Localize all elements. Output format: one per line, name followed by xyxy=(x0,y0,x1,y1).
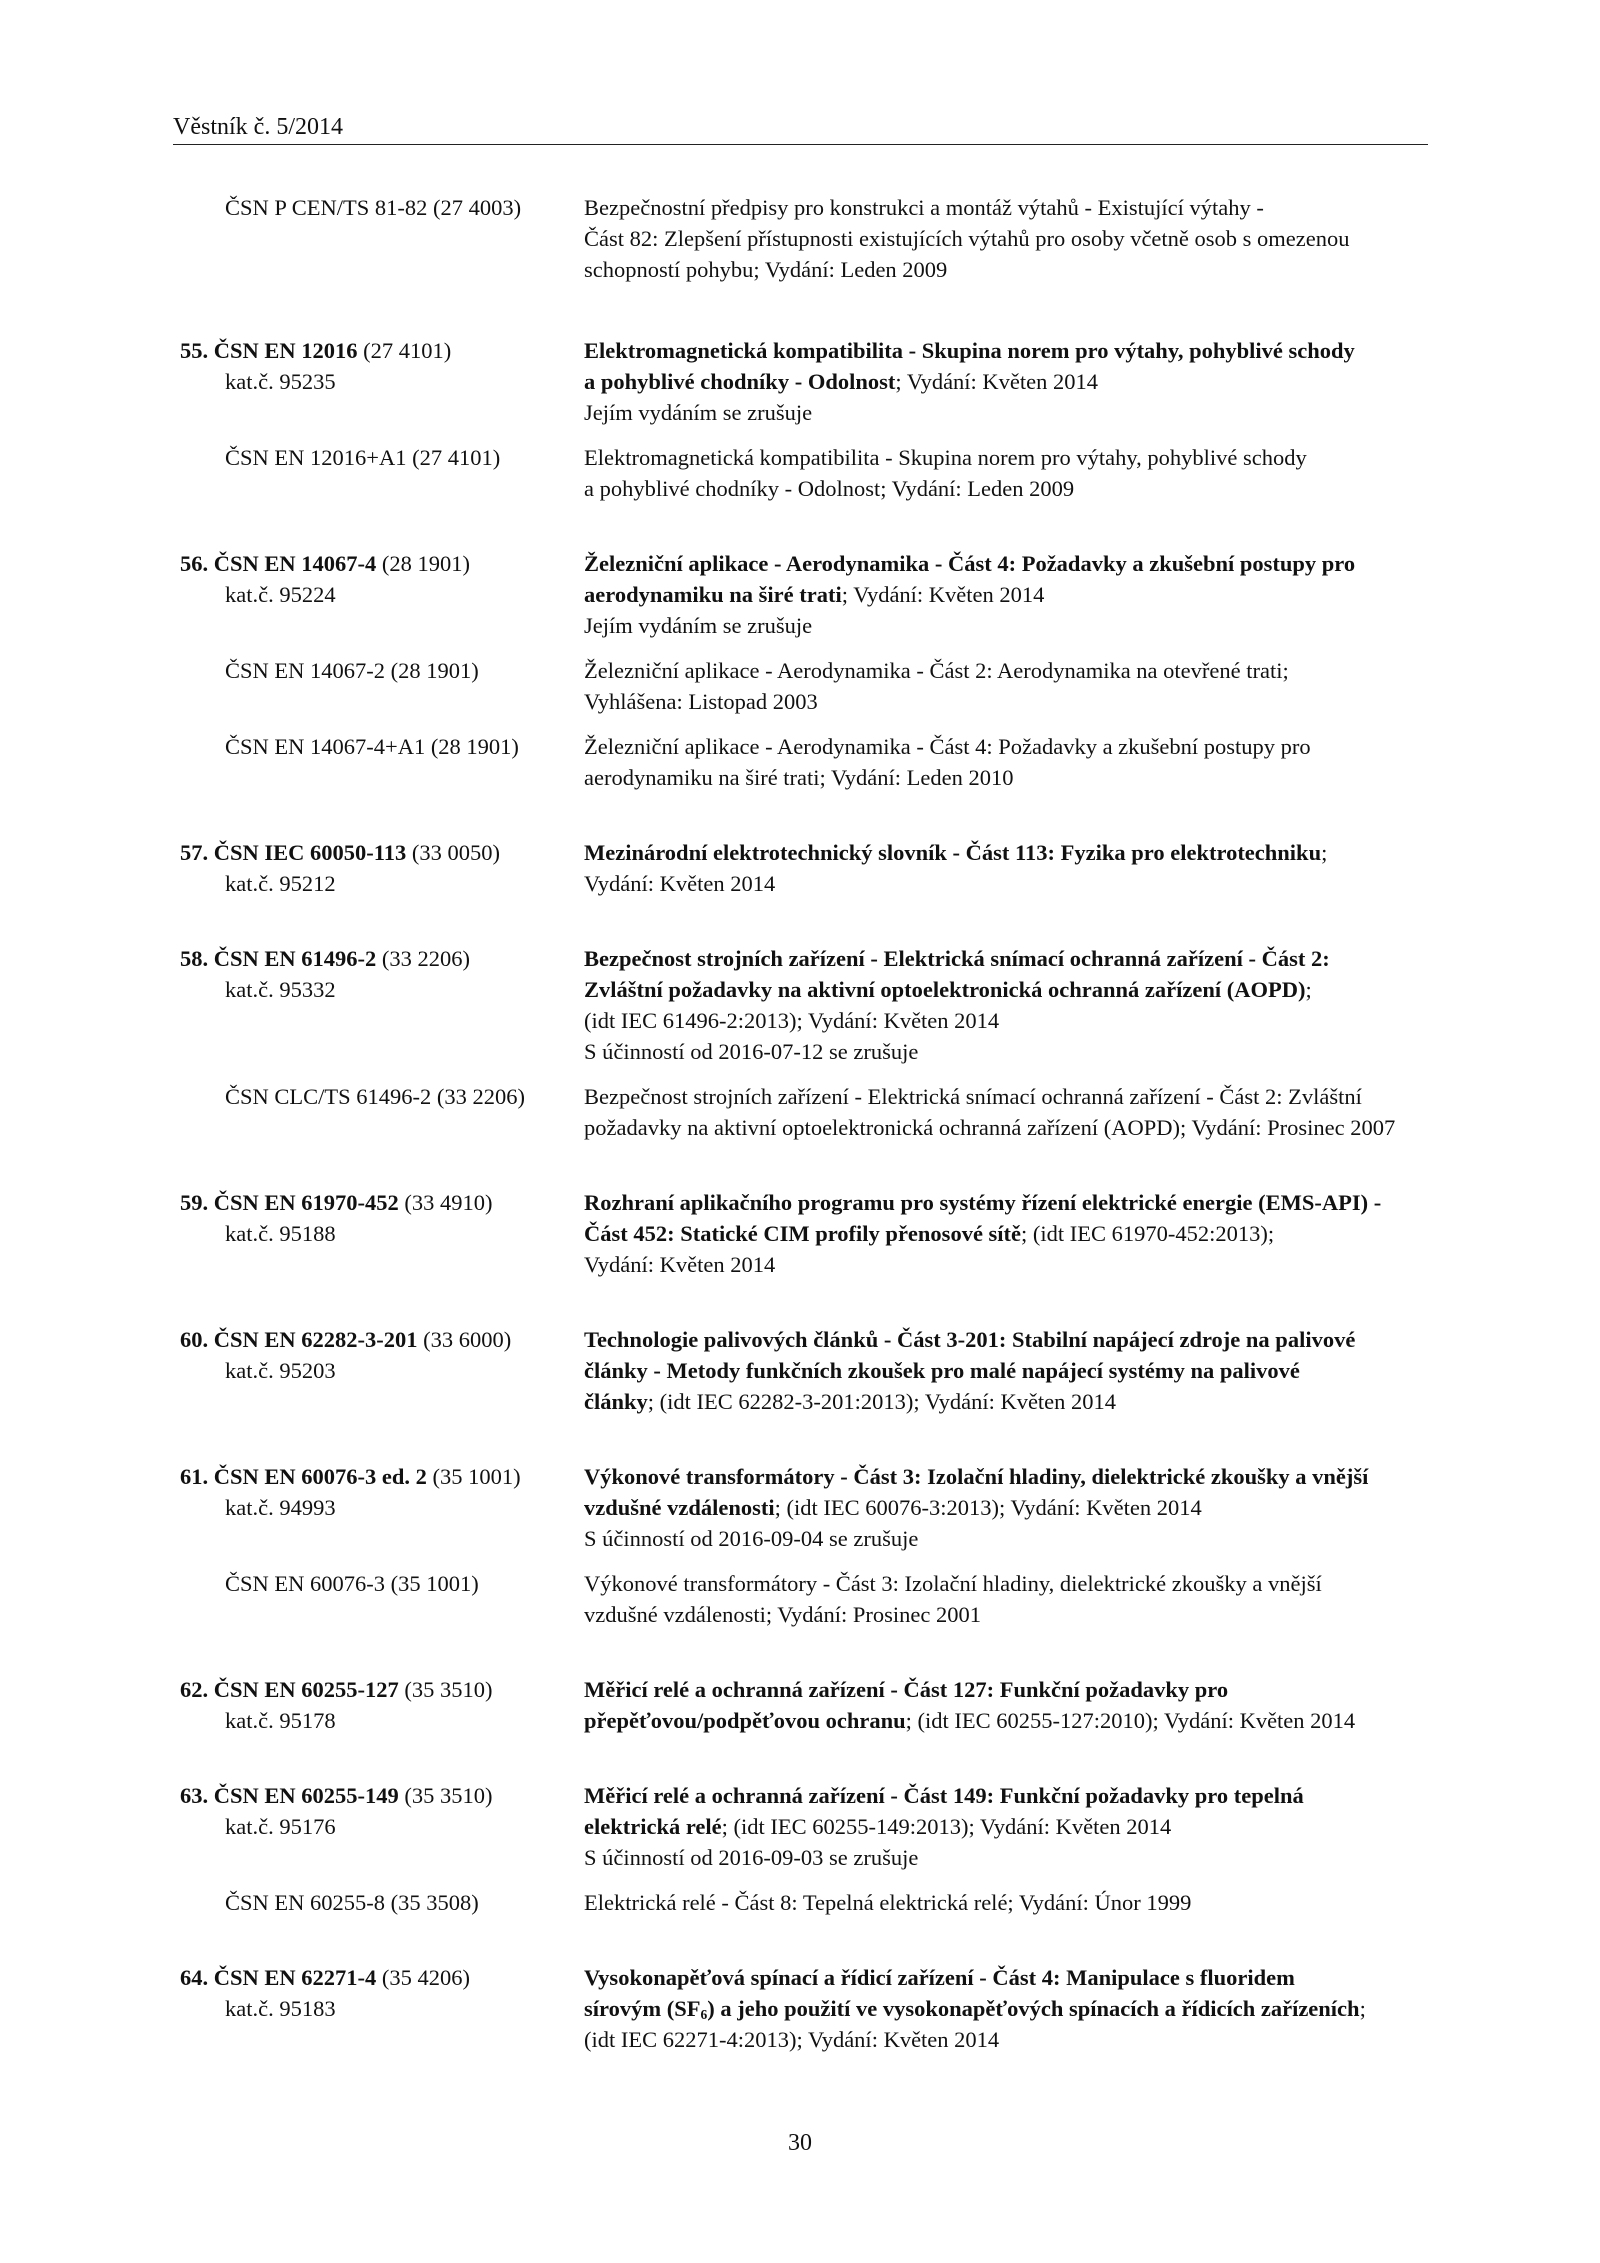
standard-title: články - Metody funkčních zkoušek pro malé napájecí systémy na palivové xyxy=(584,1358,1300,1383)
replaced-standard-title: požadavky na aktivní optoelektronická ochranná zařízení (AOPD); Vydání: Prosinec 2007 xyxy=(584,1115,1396,1140)
replaced-standard-title: Bezpečnostní předpisy pro konstrukci a montáž výtahů - Existující výtahy - xyxy=(584,195,1264,220)
standard-issue: ; (idt IEC 62282-3-201:2013); Vydání: Květen 2014 xyxy=(647,1389,1117,1414)
standard-class: (33 6000) xyxy=(423,1327,512,1352)
standard-title: Měřicí relé a ochranná zařízení - Část 127: Funkční požadavky pro xyxy=(584,1677,1229,1702)
replaced-standard-row xyxy=(180,655,1450,717)
standard-number: ČSN EN 61496-2 xyxy=(213,946,377,971)
replaced-standard-title: Bezpečnost strojních zařízení - Elektrická snímací ochranná zařízení - Část 2: Zvláštní xyxy=(584,1084,1362,1109)
standard-issue: ; xyxy=(1321,840,1328,865)
standard-number: ČSN EN 60076-3 ed. 2 xyxy=(213,1464,427,1489)
standard-issue: ; Vydání: Květen 2014 xyxy=(841,582,1045,607)
standard-note: (idt IEC 61496-2:2013); Vydání: Květen 2014 xyxy=(584,1008,1000,1033)
standard-class: (28 1901) xyxy=(381,551,471,576)
standard-title: a pohyblivé chodníky - Odolnost xyxy=(584,369,896,394)
subscript: 6 xyxy=(700,2007,708,2022)
replaced-standard-title: Vyhlášena: Listopad 2003 xyxy=(584,689,818,714)
entry-number: 62. xyxy=(180,1677,209,1702)
list-item xyxy=(180,1780,1450,1918)
entry-number: 61. xyxy=(180,1464,209,1489)
standard-title: Měřicí relé a ochranná zařízení - Část 149: Funkční požadavky pro tepelná xyxy=(584,1783,1304,1808)
entry-number: 56. xyxy=(180,551,209,576)
standard-number: ČSN EN 62271-4 xyxy=(213,1965,377,1990)
standard-issue: ; Vydání: Květen 2014 xyxy=(895,369,1099,394)
standard-title: Elektromagnetická kompatibilita - Skupina norem pro výtahy, pohyblivé schody xyxy=(584,338,1355,363)
standard-number: ČSN IEC 60050-113 xyxy=(213,840,407,865)
standard-title: Část 452: Statické CIM profily přenosové sítě xyxy=(584,1221,1022,1246)
standard-issue: ; xyxy=(1305,977,1312,1002)
standards-list xyxy=(180,192,1450,2099)
catalog-number: kat.č. 95183 xyxy=(225,1996,336,2021)
standard-title: články xyxy=(584,1389,648,1414)
standard-issue: ; (idt IEC 60255-127:2010); Vydání: Květen 2014 xyxy=(905,1708,1356,1733)
standard-code xyxy=(180,335,584,366)
replaced-standard-title: vzdušné vzdálenosti; Vydání: Prosinec 2001 xyxy=(584,1602,982,1627)
standard-note: Vydání: Květen 2014 xyxy=(584,871,776,896)
replaced-standard-title: Elektrická relé - Část 8: Tepelná elektrická relé; Vydání: Únor 1999 xyxy=(584,1890,1192,1915)
standard-title: vzdušné vzdálenosti xyxy=(584,1495,775,1520)
standard-note: S účinností od 2016-07-12 se zrušuje xyxy=(584,1039,919,1064)
entry-number: 57. xyxy=(180,840,209,865)
standard-note: Jejím vydáním se zrušuje xyxy=(584,400,813,425)
standard-note: (idt IEC 62271-4:2013); Vydání: Květen 2014 xyxy=(584,2027,1000,2052)
standard-row xyxy=(180,1962,1450,2055)
standard-row xyxy=(180,1187,1450,1280)
standard-title: Mezinárodní elektrotechnický slovník - Část 113: Fyzika pro elektrotechniku xyxy=(584,840,1322,865)
entry-number: 60. xyxy=(180,1327,209,1352)
replaced-standard-code: ČSN EN 12016+A1 (27 4101) xyxy=(225,445,501,470)
standard-number: ČSN EN 14067-4 xyxy=(213,551,377,576)
standard-number: ČSN EN 60255-127 xyxy=(213,1677,399,1702)
replaced-standard-code: ČSN CLC/TS 61496-2 (33 2206) xyxy=(225,1084,526,1109)
standard-row xyxy=(180,943,1450,1067)
standard-row xyxy=(180,1674,1450,1736)
list-item xyxy=(180,192,1450,285)
standard-code xyxy=(180,1324,584,1355)
standard-note: S účinností od 2016-09-04 se zrušuje xyxy=(584,1526,919,1551)
catalog-number: kat.č. 95203 xyxy=(225,1358,336,1383)
standard-class: (33 2206) xyxy=(381,946,471,971)
entry-number: 55. xyxy=(180,338,209,363)
standard-title: ) a jeho použití ve vysokonapěťových spínacích a řídicích zařízeních xyxy=(707,1996,1360,2021)
standard-code xyxy=(180,1962,584,1993)
replaced-standard-row xyxy=(180,1081,1450,1143)
replaced-standard-row xyxy=(180,731,1450,793)
replaced-standard-title: a pohyblivé chodníky - Odolnost; Vydání: Leden 2009 xyxy=(584,476,1075,501)
page-header xyxy=(173,112,1428,145)
standard-number: ČSN EN 60255-149 xyxy=(213,1783,399,1808)
catalog-number: kat.č. 95224 xyxy=(225,582,336,607)
standard-class: (35 3510) xyxy=(404,1783,493,1808)
standard-title: Bezpečnost strojních zařízení - Elektrická snímací ochranná zařízení - Část 2: xyxy=(584,946,1330,971)
standard-title: Vysokonapěťová spínací a řídicí zařízení - Část 4: Manipulace s fluoridem xyxy=(584,1965,1295,1990)
catalog-number: kat.č. 95332 xyxy=(225,977,336,1002)
catalog-number: kat.č. 95188 xyxy=(225,1221,336,1246)
standard-note: Vydání: Květen 2014 xyxy=(584,1252,776,1277)
entry-number: 63. xyxy=(180,1783,209,1808)
standard-issue: ; xyxy=(1359,1996,1366,2021)
replaced-standard-row xyxy=(180,192,1450,285)
standard-code xyxy=(180,1461,584,1492)
entry-number: 58. xyxy=(180,946,209,971)
standard-row xyxy=(180,548,1450,641)
standard-class: (33 0050) xyxy=(411,840,501,865)
standard-code xyxy=(180,1187,584,1218)
list-item xyxy=(180,1461,1450,1630)
standard-title: přepěťovou/podpěťovou ochranu xyxy=(584,1708,906,1733)
standard-title: sírovým (SF xyxy=(584,1996,701,2021)
standard-note: S účinností od 2016-09-03 se zrušuje xyxy=(584,1845,919,1870)
standard-class: (35 1001) xyxy=(432,1464,521,1489)
list-item xyxy=(180,1962,1450,2055)
standard-row xyxy=(180,1324,1450,1417)
replaced-standard-title: Výkonové transformátory - Část 3: Izolační hladiny, dielektrické zkoušky a vnější xyxy=(584,1571,1322,1596)
standard-code xyxy=(180,1674,584,1705)
standard-code xyxy=(180,837,584,868)
catalog-number: kat.č. 95176 xyxy=(225,1814,336,1839)
replaced-standard-title: Železniční aplikace - Aerodynamika - Část 2: Aerodynamika na otevřené trati; xyxy=(584,658,1289,683)
standard-row xyxy=(180,1461,1450,1554)
standard-title: Železniční aplikace - Aerodynamika - Část 4: Požadavky a zkušební postupy pro xyxy=(584,551,1356,576)
catalog-number: kat.č. 95212 xyxy=(225,871,336,896)
replaced-standard-title: schopností pohybu; Vydání: Leden 2009 xyxy=(584,257,948,282)
standard-title: Technologie palivových článků - Část 3-201: Stabilní napájecí zdroje na palivové xyxy=(584,1327,1356,1352)
replaced-standard-title: aerodynamiku na širé trati; Vydání: Leden 2010 xyxy=(584,765,1014,790)
entry-number: 64. xyxy=(180,1965,209,1990)
list-item xyxy=(180,1324,1450,1417)
replaced-standard-row xyxy=(180,1568,1450,1630)
list-item xyxy=(180,1674,1450,1736)
list-item xyxy=(180,548,1450,793)
standard-row xyxy=(180,1780,1450,1873)
standard-code xyxy=(180,943,584,974)
standard-code xyxy=(180,1780,584,1811)
replaced-standard-row xyxy=(180,1887,1450,1918)
standard-issue: ; (idt IEC 61970-452:2013); xyxy=(1021,1221,1275,1246)
standard-note: Jejím vydáním se zrušuje xyxy=(584,613,813,638)
standard-row xyxy=(180,335,1450,428)
replaced-standard-code: ČSN P CEN/TS 81-82 (27 4003) xyxy=(225,195,522,220)
standard-title: aerodynamiku na širé trati xyxy=(584,582,842,607)
replaced-standard-code: ČSN EN 14067-4+A1 (28 1901) xyxy=(225,734,519,759)
standard-code xyxy=(180,548,584,579)
replaced-standard-title: Část 82: Zlepšení přístupnosti existujících výtahů pro osoby včetně osob s omezenou xyxy=(584,226,1350,251)
replaced-standard-code: ČSN EN 60255-8 (35 3508) xyxy=(225,1890,479,1915)
list-item xyxy=(180,335,1450,504)
standard-number: ČSN EN 62282-3-201 xyxy=(213,1327,418,1352)
standard-title: Výkonové transformátory - Část 3: Izolační hladiny, dielektrické zkoušky a vnější xyxy=(584,1464,1369,1489)
standard-title: Rozhraní aplikačního programu pro systémy řízení elektrické energie (EMS-API) - xyxy=(584,1190,1382,1215)
catalog-number: kat.č. 95178 xyxy=(225,1708,336,1733)
replaced-standard-title: Železniční aplikace - Aerodynamika - Část 4: Požadavky a zkušební postupy pro xyxy=(584,734,1311,759)
standard-number: ČSN EN 61970-452 xyxy=(213,1190,399,1215)
replaced-standard-code: ČSN EN 14067-2 (28 1901) xyxy=(225,658,479,683)
catalog-number: kat.č. 94993 xyxy=(225,1495,336,1520)
replaced-standard-title: Elektromagnetická kompatibilita - Skupina norem pro výtahy, pohyblivé schody xyxy=(584,445,1307,470)
replaced-standard-code: ČSN EN 60076-3 (35 1001) xyxy=(225,1571,479,1596)
standard-issue: ; (idt IEC 60255-149:2013); Vydání: Květen 2014 xyxy=(721,1814,1172,1839)
replaced-standard-row xyxy=(180,442,1450,504)
list-item xyxy=(180,837,1450,899)
standard-title: elektrická relé xyxy=(584,1814,722,1839)
standard-class: (35 3510) xyxy=(404,1677,493,1702)
page-number: 30 xyxy=(788,2130,812,2156)
standard-class: (33 4910) xyxy=(404,1190,493,1215)
entry-number: 59. xyxy=(180,1190,209,1215)
standard-number: ČSN EN 12016 xyxy=(213,338,358,363)
list-item xyxy=(180,1187,1450,1280)
standard-title: Zvláštní požadavky na aktivní optoelektronická ochranná zařízení (AOPD) xyxy=(584,977,1306,1002)
list-item xyxy=(180,943,1450,1143)
catalog-number: kat.č. 95235 xyxy=(225,369,336,394)
standard-class: (27 4101) xyxy=(363,338,452,363)
standard-issue: ; (idt IEC 60076-3:2013); Vydání: Květen 2014 xyxy=(774,1495,1202,1520)
standard-row xyxy=(180,837,1450,899)
standard-class: (35 4206) xyxy=(381,1965,471,1990)
page-header-title: Věstník č. 5/2014 xyxy=(173,114,343,140)
